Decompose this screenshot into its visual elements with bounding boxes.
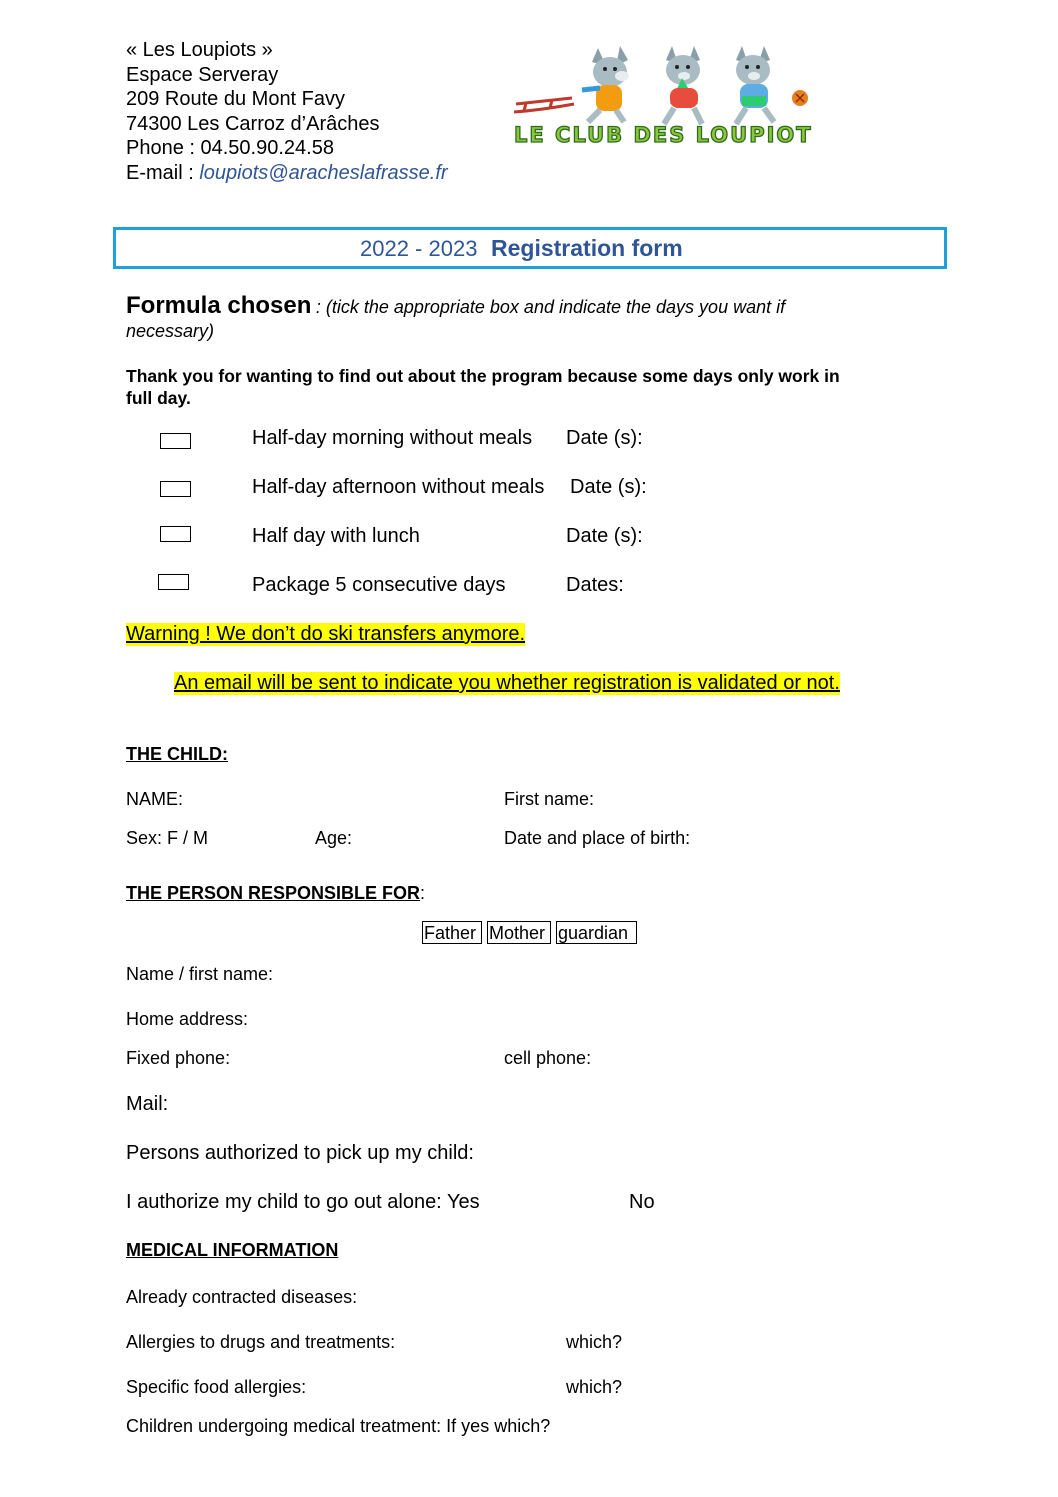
option-checkbox-lunch[interactable] <box>160 526 191 542</box>
city: 74300 Les Carroz d’Arâches <box>126 113 380 135</box>
child-age-label: Age: <box>315 828 353 848</box>
role-mother[interactable]: Mother <box>487 921 551 944</box>
title-year: 2022 - 2023 <box>360 236 478 261</box>
option-date-morning: Date (s): <box>566 427 643 449</box>
child-name-label: NAME: <box>126 789 184 809</box>
logo-text: LE CLUB DES LOUPIOTS <box>514 123 812 147</box>
resp-address-label: Home address: <box>126 1009 249 1029</box>
resp-mail-label: Mail: <box>126 1093 169 1115</box>
role-father[interactable]: Father <box>422 921 482 944</box>
diseases-label: Already contracted diseases: <box>126 1287 358 1307</box>
option-checkbox-afternoon[interactable] <box>160 481 191 497</box>
child-first-name-label: First name: <box>504 789 595 809</box>
medical-heading: MEDICAL INFORMATION <box>126 1240 339 1260</box>
email-warning: An email will be sent to indicate you whether registration is validated or not. <box>174 672 840 694</box>
org-name: « Les Loupiots » <box>126 39 273 61</box>
info-line-1: Thank you for wanting to find out about the program because some days only work in <box>126 366 840 386</box>
email-link[interactable]: loupiots@aracheslafrasse.fr <box>199 162 448 184</box>
option-date-package: Dates: <box>566 574 624 596</box>
drug-allergies-which: which? <box>566 1332 623 1352</box>
title-box <box>113 227 947 269</box>
go-alone-label: I authorize my child to go out alone: Yes <box>126 1191 480 1213</box>
ski-warning: Warning ! We don’t do ski transfers anymore. <box>126 623 526 645</box>
email-line <box>126 161 448 186</box>
page-title: Registration form <box>491 235 683 261</box>
option-checkbox-morning[interactable] <box>160 433 191 449</box>
food-allergies-label: Specific food allergies: <box>126 1377 307 1397</box>
child-sex-label: Sex: F / M <box>126 828 209 848</box>
venue: Espace Serveray <box>126 64 279 86</box>
option-label-afternoon: Half-day afternoon without meals <box>252 476 545 498</box>
responsible-heading: THE PERSON RESPONSIBLE FOR <box>126 883 421 903</box>
food-allergies-which: which? <box>566 1377 623 1397</box>
formula-heading-line <box>126 292 785 320</box>
phone: Phone : 04.50.90.24.58 <box>126 137 334 159</box>
drug-allergies-label: Allergies to drugs and treatments: <box>126 1332 396 1352</box>
option-date-lunch: Date (s): <box>566 525 643 547</box>
child-heading: THE CHILD: <box>126 744 228 764</box>
role-guardian[interactable]: guardian <box>556 921 637 944</box>
formula-heading: Formula chosen <box>126 292 312 319</box>
club-logo <box>512 38 812 150</box>
pickup-label: Persons authorized to pick up my child: <box>126 1142 474 1164</box>
email-label: E-mail : <box>126 162 200 184</box>
resp-fixed-phone-label: Fixed phone: <box>126 1048 231 1068</box>
formula-note: : (tick the appropriate box and indicate the days you want if <box>315 297 786 317</box>
go-alone-no: No <box>629 1191 655 1213</box>
formula-note-cont: necessary) <box>126 321 215 341</box>
option-date-afternoon: Date (s): <box>570 476 647 498</box>
child-birth-label: Date and place of birth: <box>504 828 691 848</box>
responsible-colon: : <box>420 883 426 903</box>
option-label-morning: Half-day morning without meals <box>252 427 533 449</box>
resp-name-label: Name / first name: <box>126 964 274 984</box>
treatment-label: Children undergoing medical treatment: If yes which? <box>126 1416 551 1436</box>
option-checkbox-package[interactable] <box>158 574 189 590</box>
info-line-2: full day. <box>126 388 191 408</box>
street: 209 Route du Mont Favy <box>126 88 346 110</box>
option-label-package: Package 5 consecutive days <box>252 574 506 596</box>
responsible-heading-line <box>126 883 425 904</box>
option-label-lunch: Half day with lunch <box>252 525 420 547</box>
wolf-mascots-logo-icon <box>512 38 812 150</box>
resp-cell-phone-label: cell phone: <box>504 1048 592 1068</box>
